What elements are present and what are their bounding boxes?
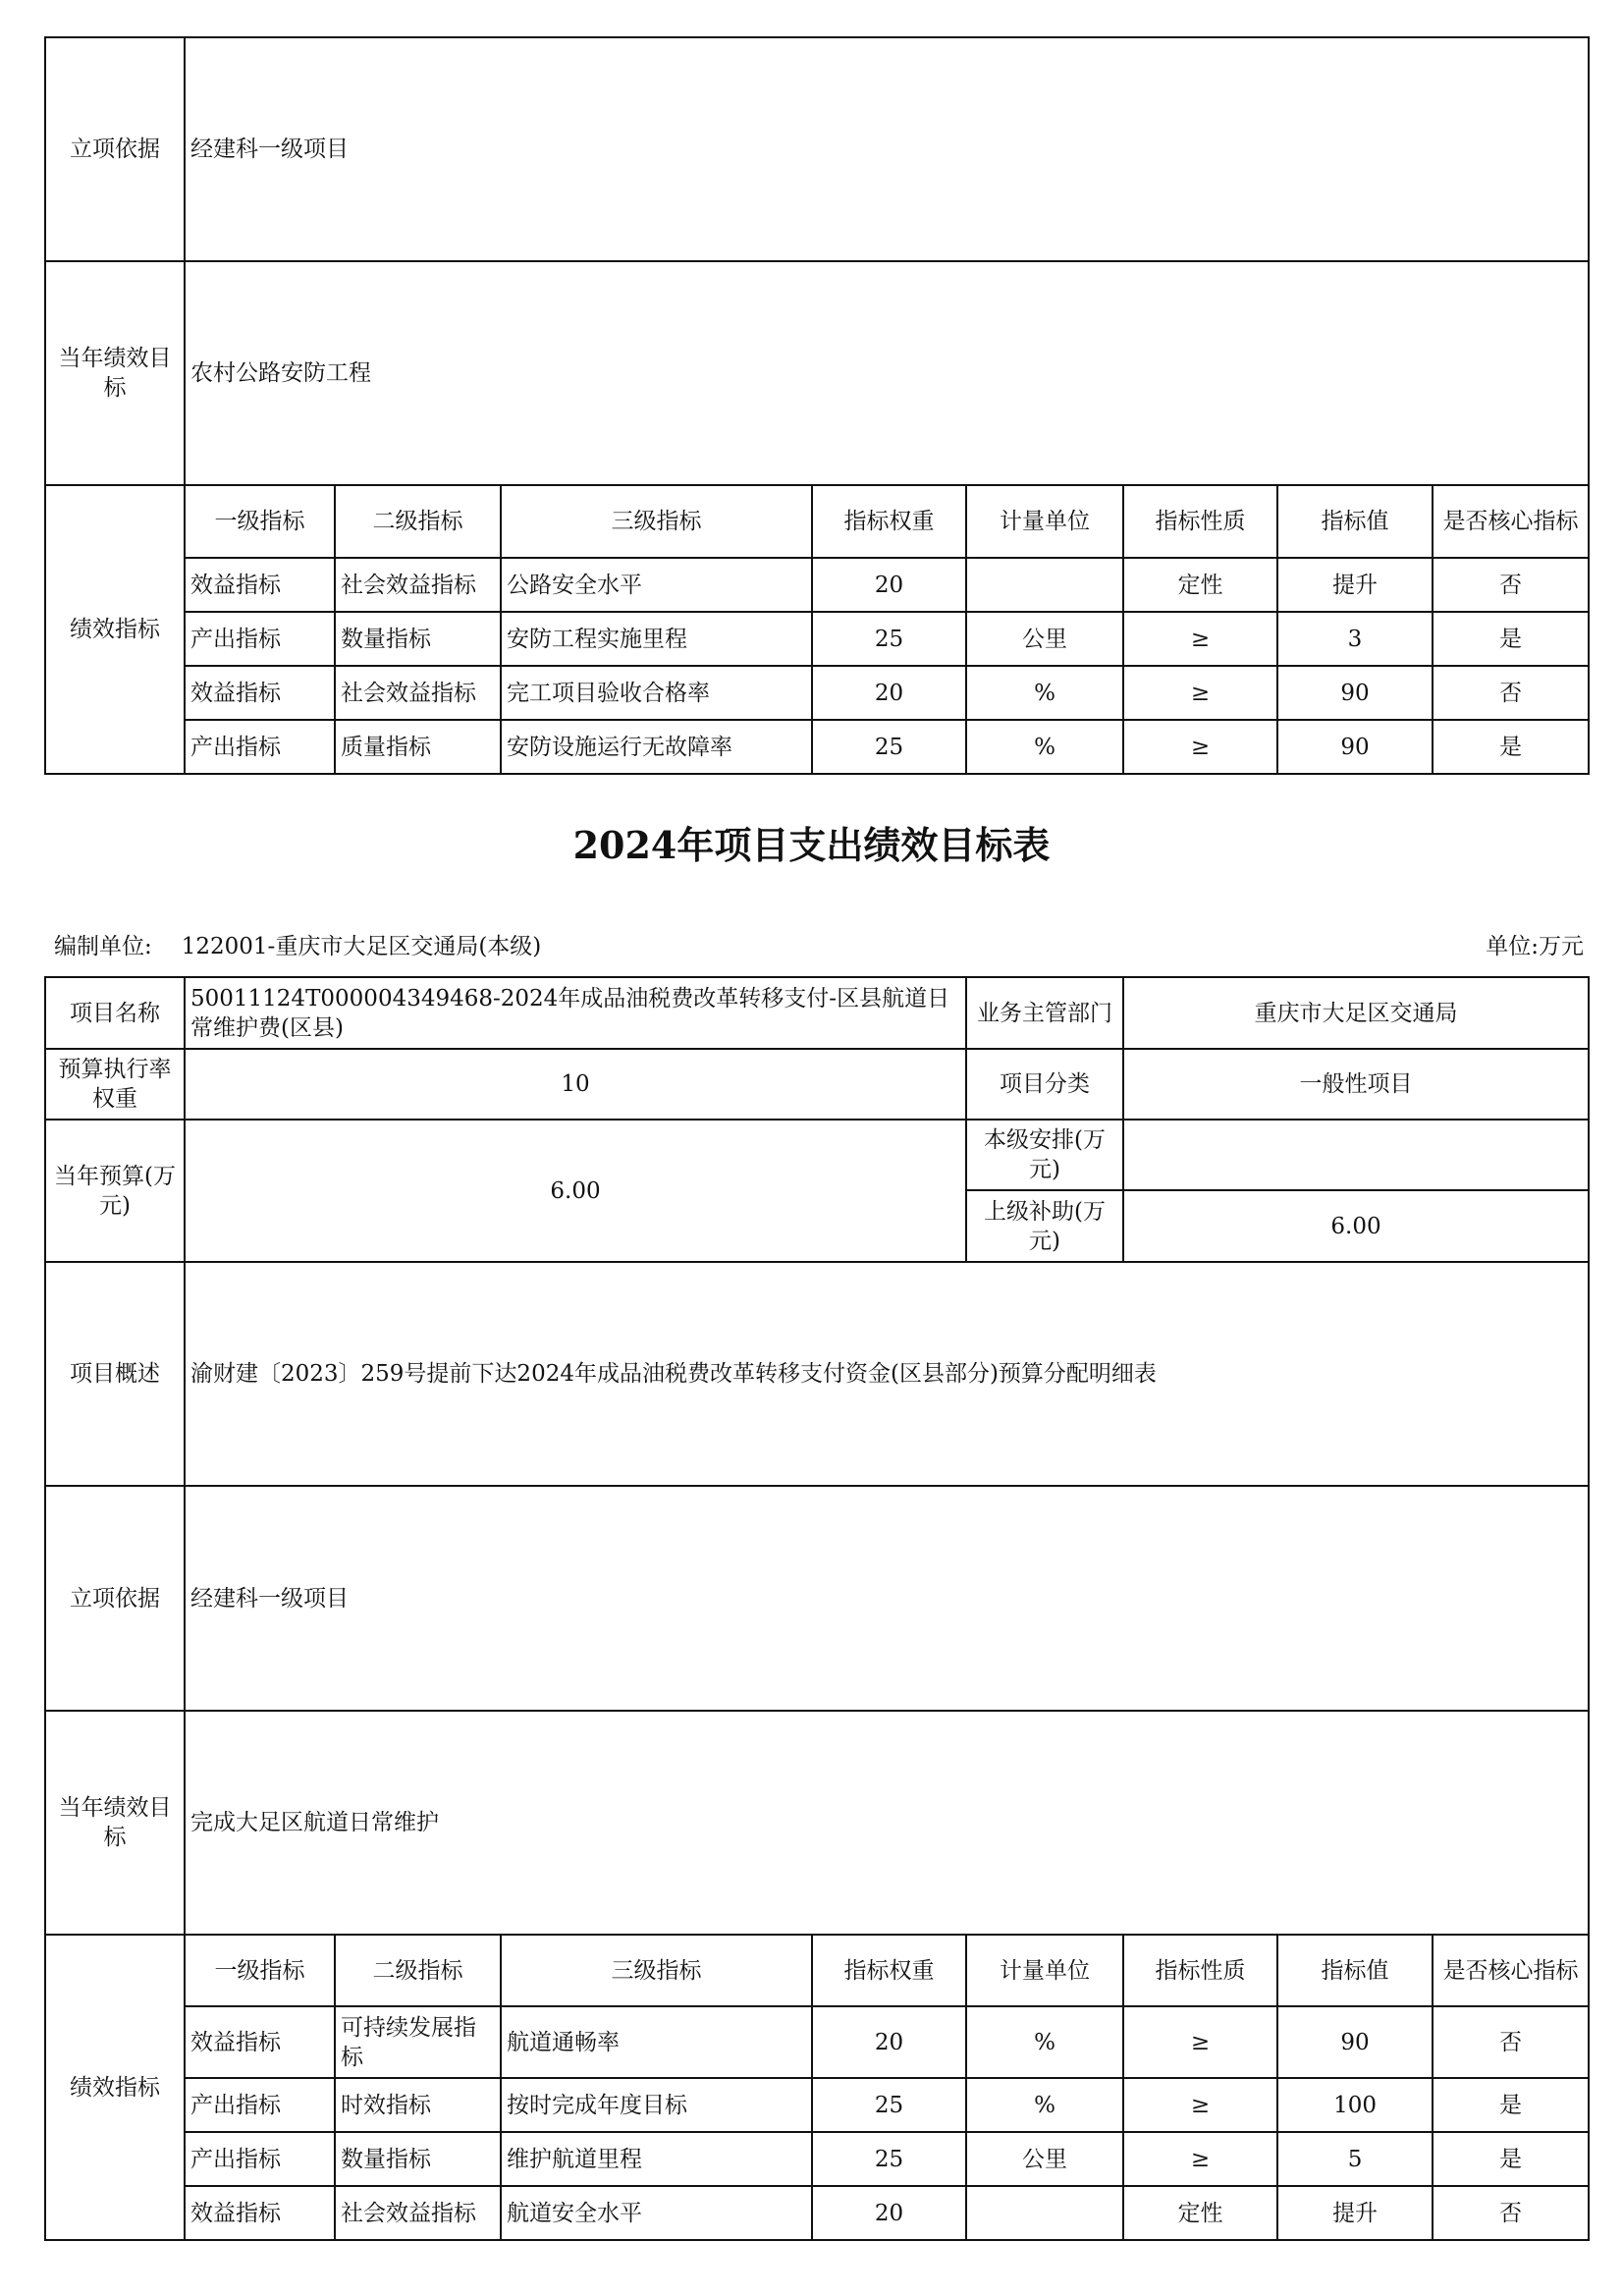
basis-value: 经建科一级项目 (185, 1486, 1589, 1711)
core-cell: 是 (1433, 2132, 1589, 2186)
header-cell: 是否核心指标 (1433, 485, 1589, 558)
level1-cell: 产出指标 (185, 612, 335, 666)
page-title: 2024年项目支出绩效目标表 (572, 823, 1051, 867)
level1-cell: 效益指标 (185, 2006, 335, 2078)
nature-cell: ≥ (1123, 2078, 1277, 2132)
level1-cell: 产出指标 (185, 720, 335, 774)
nature-cell: ≥ (1123, 666, 1277, 720)
header-cell: 指标值 (1277, 485, 1433, 558)
value-cell: 提升 (1277, 558, 1433, 612)
project-name-value: 50011124T000004349468-2024年成品油税费改革转移支付-区县航道日常维护费(区县) (185, 977, 966, 1049)
overview-label: 项目概述 (45, 1262, 185, 1486)
level2-cell: 社会效益指标 (335, 2186, 501, 2240)
value-cell: 90 (1277, 666, 1433, 720)
table-row (45, 2132, 1589, 2186)
core-cell: 否 (1433, 2006, 1589, 2078)
target-label: 当年绩效目标 (45, 1711, 185, 1935)
level2-cell: 时效指标 (335, 2078, 501, 2132)
category-value: 一般性项目 (1123, 1049, 1589, 1120)
header-cell: 一级指标 (185, 485, 335, 558)
compiling-unit-label: 编制单位: (54, 934, 152, 959)
table-row (45, 2186, 1589, 2240)
level3-cell: 航道安全水平 (501, 2186, 812, 2240)
top-performance-table (44, 36, 1590, 775)
header-cell: 二级指标 (335, 485, 501, 558)
unit-cell: 公里 (966, 612, 1123, 666)
table-row (45, 720, 1589, 774)
weight-cell: 25 (812, 720, 966, 774)
category-label: 项目分类 (966, 1049, 1123, 1120)
level3-cell: 维护航道里程 (501, 2132, 812, 2186)
weight-cell: 20 (812, 558, 966, 612)
header-cell: 指标权重 (812, 485, 966, 558)
level1-cell: 效益指标 (185, 666, 335, 720)
nature-cell: 定性 (1123, 558, 1277, 612)
header-cell: 一级指标 (185, 1935, 335, 2006)
core-cell: 是 (1433, 2078, 1589, 2132)
level1-cell: 效益指标 (185, 2186, 335, 2240)
table-row (45, 558, 1589, 612)
header-cell: 是否核心指标 (1433, 1935, 1589, 2006)
level2-cell: 质量指标 (335, 720, 501, 774)
level3-cell: 航道通畅率 (501, 2006, 812, 2078)
header-cell: 三级指标 (501, 1935, 812, 2006)
header-cell: 指标权重 (812, 1935, 966, 2006)
weight-cell: 20 (812, 666, 966, 720)
level3-cell: 公路安全水平 (501, 558, 812, 612)
upper-label: 上级补助(万元) (966, 1190, 1123, 1262)
nature-cell: ≥ (1123, 720, 1277, 774)
weight-cell: 25 (812, 2078, 966, 2132)
table-row (45, 666, 1589, 720)
budget-value: 6.00 (185, 1120, 966, 1262)
basis-label: 立项依据 (45, 37, 185, 261)
level3-cell: 按时完成年度目标 (501, 2078, 812, 2132)
level1-cell: 产出指标 (185, 2132, 335, 2186)
level2-cell: 社会效益指标 (335, 666, 501, 720)
upper-value: 6.00 (1123, 1190, 1589, 1262)
project-name-label: 项目名称 (45, 977, 185, 1049)
unit-cell: % (966, 2078, 1123, 2132)
weight-cell: 20 (812, 2006, 966, 2078)
nature-cell: ≥ (1123, 2006, 1277, 2078)
header-cell: 二级指标 (335, 1935, 501, 2006)
level2-cell: 社会效益指标 (335, 558, 501, 612)
currency-unit: 单位:万元 (1486, 934, 1584, 959)
dept-label: 业务主管部门 (966, 977, 1123, 1049)
dept-value: 重庆市大足区交通局 (1123, 977, 1589, 1049)
basis-label: 立项依据 (45, 1486, 185, 1711)
unit-cell (966, 2186, 1123, 2240)
level2-cell: 数量指标 (335, 612, 501, 666)
unit-cell: % (966, 666, 1123, 720)
value-cell: 100 (1277, 2078, 1433, 2132)
nature-cell: 定性 (1123, 2186, 1277, 2240)
weight-cell: 25 (812, 2132, 966, 2186)
header-cell: 计量单位 (966, 485, 1123, 558)
header-cell: 计量单位 (966, 1935, 1123, 2006)
target-label: 当年绩效目标 (45, 261, 185, 485)
basis-value: 经建科一级项目 (185, 37, 1589, 261)
table-row (45, 2078, 1589, 2132)
compiling-unit-value: 122001-重庆市大足区交通局(本级) (181, 934, 542, 959)
weight-cell: 20 (812, 2186, 966, 2240)
unit-cell (966, 558, 1123, 612)
local-label: 本级安排(万元) (966, 1120, 1123, 1190)
indicator-label: 绩效指标 (45, 1935, 185, 2240)
header-cell: 指标性质 (1123, 1935, 1277, 2006)
compiling-unit (54, 928, 541, 960)
local-value (1123, 1120, 1589, 1190)
budget-label: 当年预算(万元) (45, 1120, 185, 1262)
core-cell: 是 (1433, 720, 1589, 774)
target-value: 农村公路安防工程 (185, 261, 1589, 485)
level3-cell: 安防工程实施里程 (501, 612, 812, 666)
weight-value: 10 (185, 1049, 966, 1120)
value-cell: 3 (1277, 612, 1433, 666)
header-cell: 指标值 (1277, 1935, 1433, 2006)
level1-cell: 效益指标 (185, 558, 335, 612)
core-cell: 否 (1433, 2186, 1589, 2240)
table-row (45, 612, 1589, 666)
core-cell: 否 (1433, 558, 1589, 612)
level1-cell: 产出指标 (185, 2078, 335, 2132)
header-cell: 指标性质 (1123, 485, 1277, 558)
unit-cell: % (966, 2006, 1123, 2078)
unit-cell: 公里 (966, 2132, 1123, 2186)
level2-cell: 数量指标 (335, 2132, 501, 2186)
level2-cell: 可持续发展指标 (335, 2006, 501, 2078)
level3-cell: 完工项目验收合格率 (501, 666, 812, 720)
target-value: 完成大足区航道日常维护 (185, 1711, 1589, 1935)
unit-cell: % (966, 720, 1123, 774)
weight-label: 预算执行率权重 (45, 1049, 185, 1120)
core-cell: 是 (1433, 612, 1589, 666)
table-row (45, 2006, 1589, 2078)
value-cell: 5 (1277, 2132, 1433, 2186)
value-cell: 90 (1277, 720, 1433, 774)
weight-cell: 25 (812, 612, 966, 666)
project-performance-table (44, 976, 1590, 2241)
value-cell: 提升 (1277, 2186, 1433, 2240)
nature-cell: ≥ (1123, 2132, 1277, 2186)
indicator-label: 绩效指标 (45, 485, 185, 774)
header-cell: 三级指标 (501, 485, 812, 558)
core-cell: 否 (1433, 666, 1589, 720)
overview-value: 渝财建〔2023〕259号提前下达2024年成品油税费改革转移支付资金(区县部分)预算分配明细表 (185, 1262, 1589, 1486)
value-cell: 90 (1277, 2006, 1433, 2078)
level3-cell: 安防设施运行无故障率 (501, 720, 812, 774)
nature-cell: ≥ (1123, 612, 1277, 666)
